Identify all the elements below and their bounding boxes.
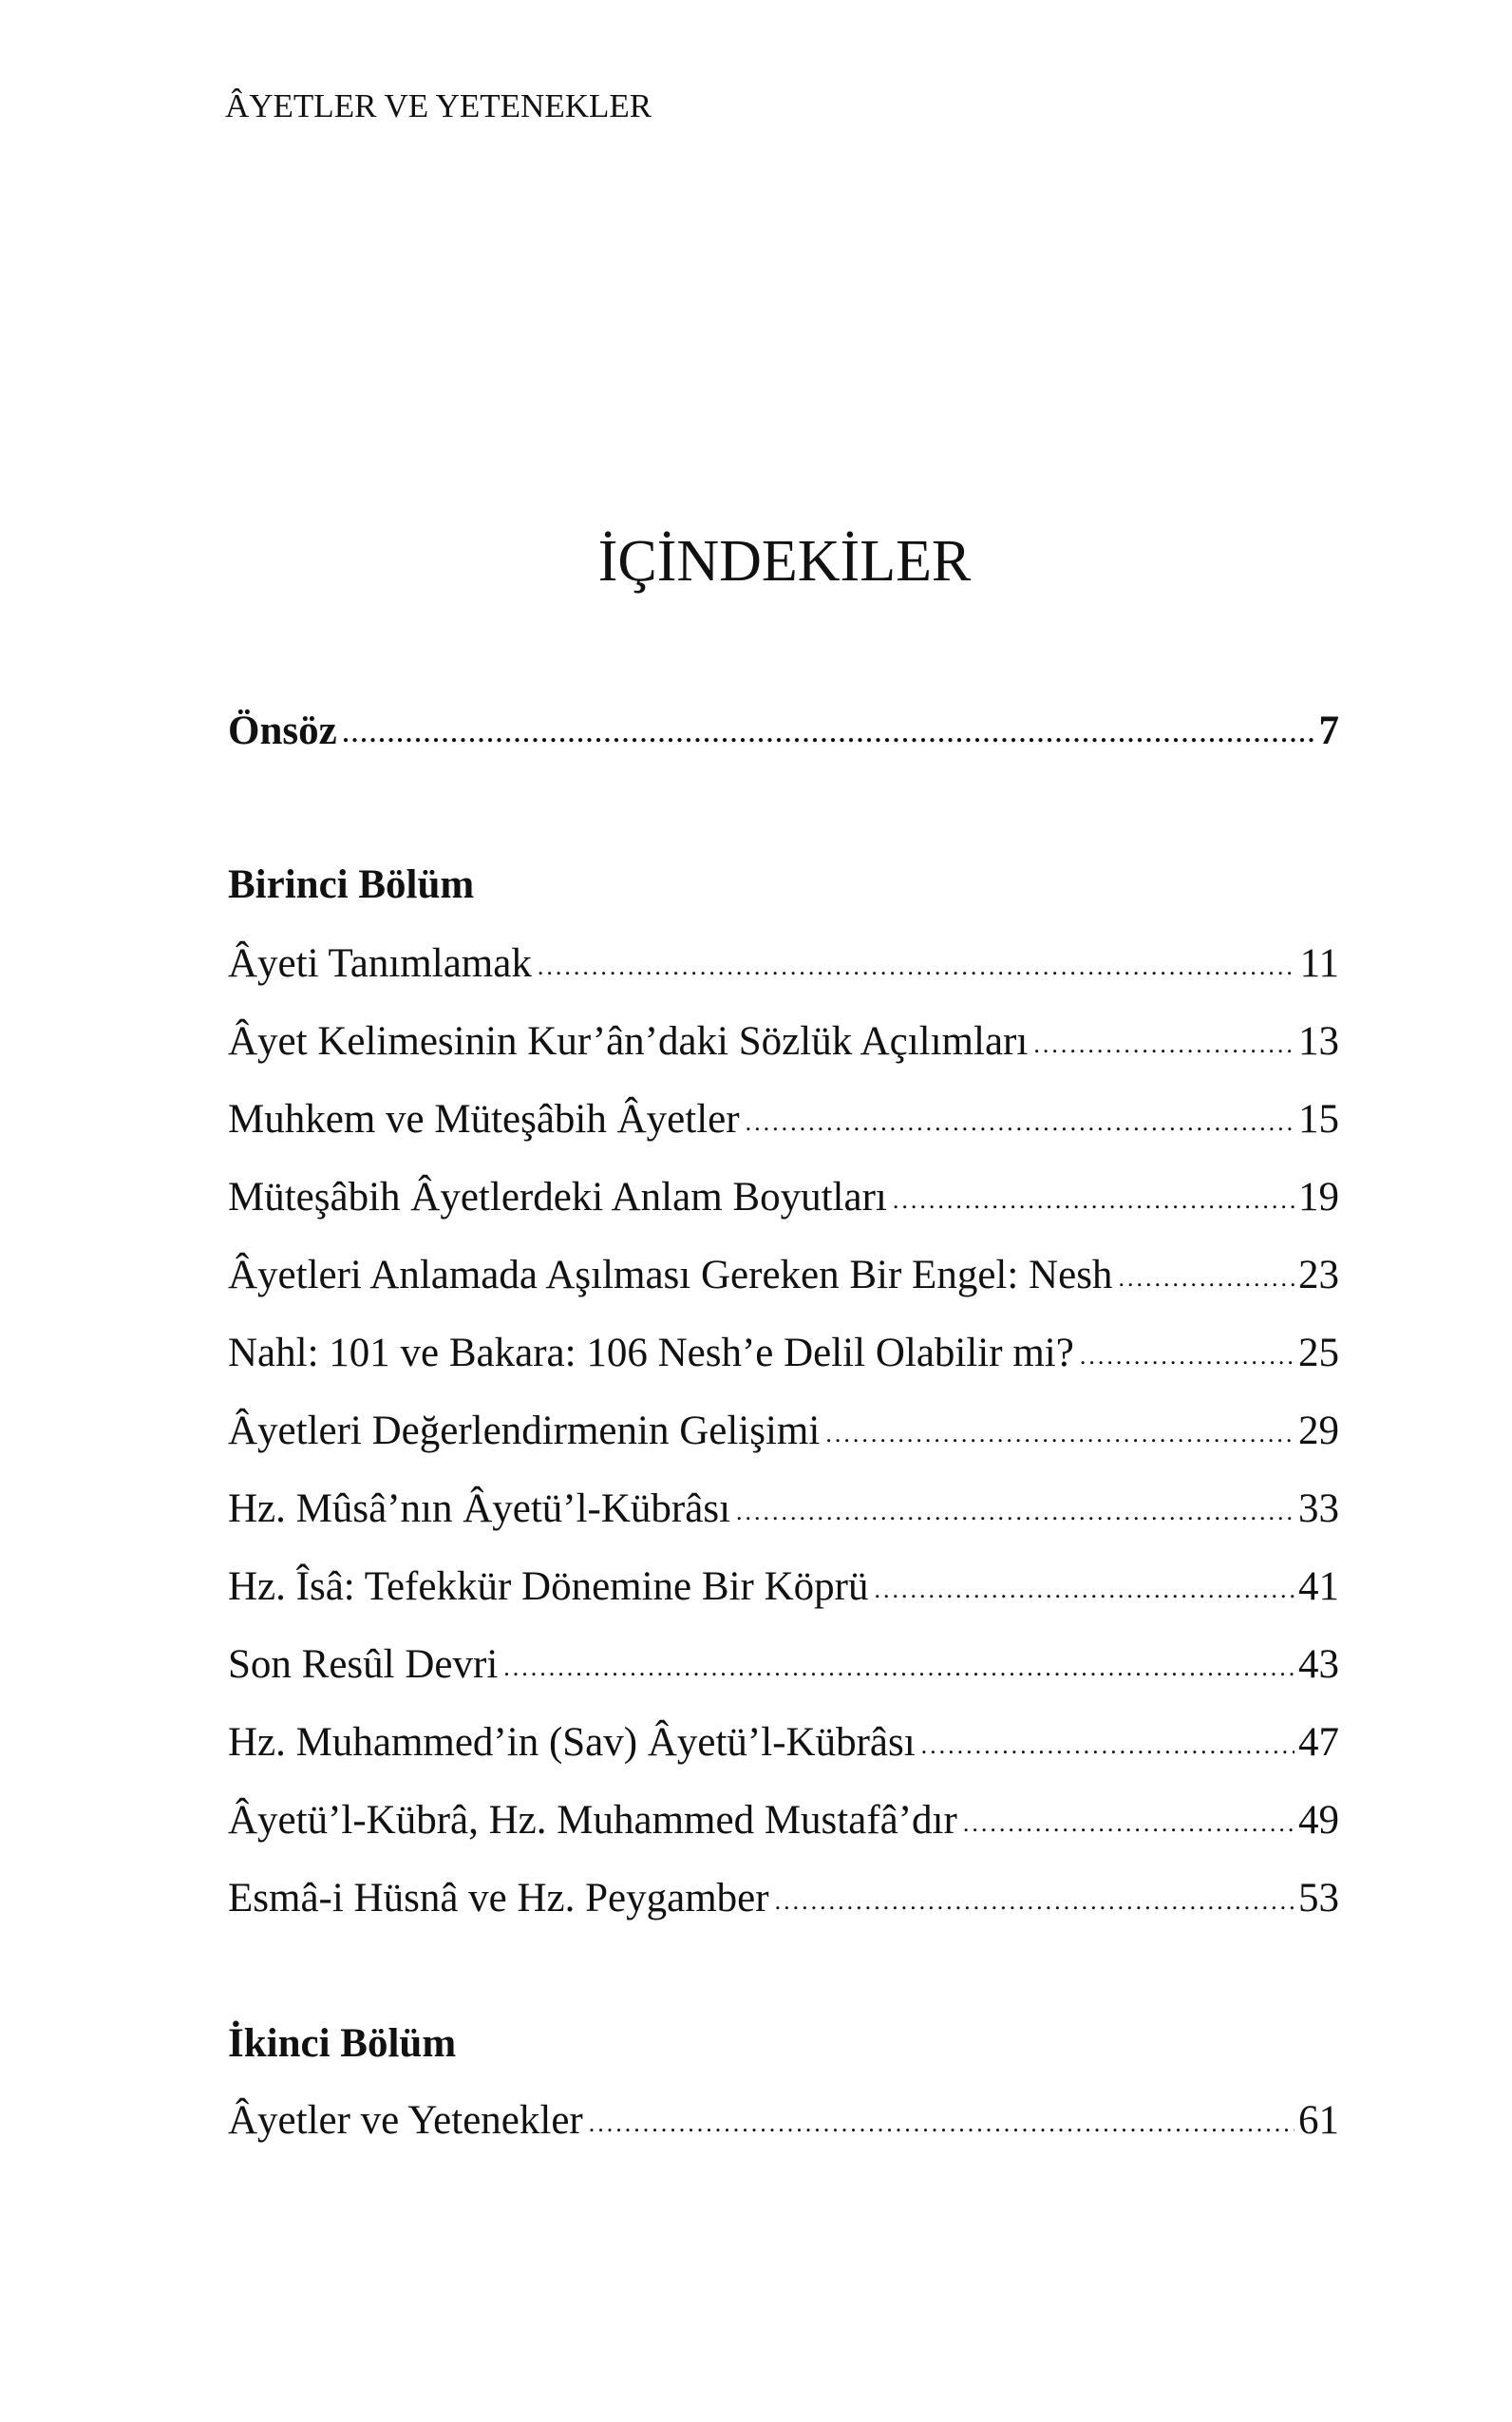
dot-leader [874,1563,1295,1617]
toc-entry-label: Muhkem ve Müteşâbih Âyetler [228,1097,740,1142]
dot-leader [963,1797,1295,1850]
toc-entry-page: 23 [1298,1253,1339,1297]
toc-entry-label: Son Resûl Devri [228,1642,499,1687]
toc-entry[interactable] [228,1327,1339,1380]
dot-leader [825,1408,1295,1461]
section-heading-1: Birinci Bölüm [228,862,475,907]
toc-entry-page: 25 [1298,1331,1339,1375]
dot-leader [736,1485,1295,1539]
toc-entry[interactable] [228,1638,1339,1692]
toc-entry-page: 29 [1298,1409,1339,1453]
toc-entry-label: Âyeti Tanımlamak [228,941,532,986]
dot-leader [1080,1330,1295,1383]
toc-entry[interactable] [228,1093,1339,1146]
dot-leader [775,1875,1295,1928]
toc-entry-preface[interactable] [228,705,1339,758]
toc-entry[interactable] [228,1015,1339,1069]
dot-leader [538,940,1296,993]
toc-entry-label: Müteşâbih Âyetlerdeki Anlam Boyutları [228,1175,887,1220]
dot-leader [589,2097,1295,2150]
dot-leader [1118,1252,1295,1305]
toc-entry-page: 11 [1299,941,1339,986]
toc-entry-page: 13 [1298,1019,1339,1064]
toc-entry-page: 43 [1298,1642,1339,1687]
toc-entry-label: Âyetü’l-Kübrâ, Hz. Muhammed Mustafâ’dır [228,1798,957,1843]
toc-entry-page: 19 [1298,1175,1339,1220]
section-heading-2: İkinci Bölüm [228,2021,457,2066]
toc-entry[interactable] [228,937,1339,991]
toc-entry[interactable] [228,1561,1339,1614]
toc-entry-page: 61 [1298,2098,1339,2143]
toc-entry-label: Âyetleri Anlamada Aşılması Gereken Bir Engel: Nesh [228,1253,1113,1297]
toc-entry[interactable] [228,1716,1339,1769]
toc-entry-label: Âyetler ve Yetenekler [228,2098,583,2143]
toc-entry-page: 47 [1298,1720,1339,1765]
dot-leader [343,708,1315,761]
toc-entry-page: 33 [1298,1486,1339,1531]
toc-entry-label: Hz. Îsâ: Tefekkür Dönemine Bir Köprü [228,1564,869,1609]
toc-entry-page: 41 [1298,1564,1339,1609]
toc-entry-page: 7 [1318,709,1339,753]
toc-entry[interactable] [228,2094,1339,2148]
toc-entry-label: Nahl: 101 ve Bakara: 106 Nesh’e Delil Olabilir mi? [228,1331,1074,1375]
toc-entry-page: 15 [1298,1097,1339,1142]
toc-entry-label: Esmâ-i Hüsnâ ve Hz. Peygamber [228,1876,769,1921]
toc-entry[interactable] [228,1794,1339,1847]
toc-entry-label: Hz. Muhammed’in (Sav) Âyetü’l-Kübrâsı [228,1720,916,1765]
dot-leader [893,1174,1295,1227]
dot-leader [503,1641,1295,1694]
toc-entry-label: Hz. Mûsâ’nın Âyetü’l-Kübrâsı [228,1486,731,1531]
toc-entry[interactable] [228,1872,1339,1925]
toc-entry-label: Âyetleri Değerlendirmenin Gelişimi [228,1409,821,1453]
dot-leader [921,1719,1295,1772]
dot-leader [746,1096,1295,1149]
toc-entry-page: 49 [1298,1798,1339,1843]
toc-entry[interactable] [228,1171,1339,1224]
toc-entry[interactable] [228,1483,1339,1536]
toc-entry-label: Âyet Kelimesinin Kur’ân’daki Sözlük Açılımları [228,1019,1029,1064]
toc-entry-page: 53 [1298,1876,1339,1921]
dot-leader [1033,1018,1295,1071]
toc-entry-label: Önsöz [228,709,337,753]
page-title: İÇİNDEKİLER [597,529,972,594]
toc-entry[interactable] [228,1405,1339,1458]
toc-entry[interactable] [228,1249,1339,1302]
running-head: ÂYETLER VE YETENEKLER [225,87,652,124]
